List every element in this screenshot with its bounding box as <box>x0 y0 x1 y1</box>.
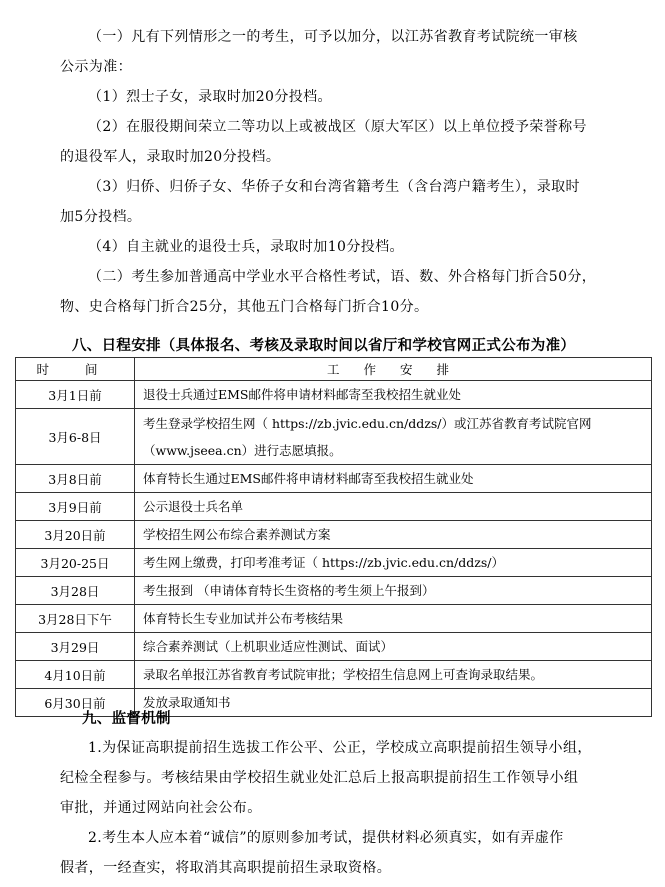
schedule-work-cell <box>135 493 652 521</box>
schedule-table <box>15 357 652 717</box>
schedule-work-text: 录取名单报江苏省教育考试院审批；学校招生信息网上可查询录取结果。 <box>143 667 544 682</box>
schedule-time-cell: 6月30日前 <box>16 689 135 717</box>
paragraph-line: 的退役军人，录取时加20分投档。 <box>60 149 281 165</box>
schedule-work-cell <box>135 521 652 549</box>
paragraph-line: 1.为保证高职提前招生选拔工作公平、公正，学校成立高职提前招生领导小组， <box>88 740 592 756</box>
table-row <box>16 577 652 605</box>
paragraph-line: 公示为准： <box>60 59 132 75</box>
schedule-time-cell: 3月1日前 <box>16 381 135 409</box>
table-row <box>16 465 652 493</box>
schedule-work-text: 公示退役士兵名单 <box>143 499 244 514</box>
schedule-work-cell <box>135 381 652 409</box>
paragraph-line: （二）考生参加普通高中学业水平合格性考试，语、数、外合格每门折合50分， <box>88 269 597 285</box>
table-row <box>16 381 652 409</box>
schedule-heading: 八、日程安排（具体报名、考核及录取时间以省厅和学校官网正式公布为准） <box>72 337 576 354</box>
paragraph-line: （一）凡有下列情形之一的考生，可予以加分，以江苏省教育考试院统一审核 <box>88 29 578 45</box>
table-row <box>16 633 652 661</box>
schedule-work-text: 综合素养测试（上机职业适应性测试、面试） <box>143 639 394 654</box>
paragraph-line: 纪检全程参与。考核结果由学校招生就业处汇总后上报高职提前招生工作领导小组 <box>60 770 579 786</box>
schedule-work-cell <box>135 465 652 493</box>
paragraph-line: （4）自主就业的退役士兵，录取时加10分投档。 <box>88 239 404 255</box>
supervision-heading: 九、监督机制 <box>82 710 171 727</box>
schedule-work-cell <box>135 409 652 465</box>
table-row <box>16 521 652 549</box>
schedule-work-cell <box>135 549 652 577</box>
schedule-work-text: 考生报到 （申请体育特长生资格的考生须上午报到） <box>143 583 435 598</box>
schedule-work-text: （www.jseea.cn）进行志愿填报。 <box>143 442 342 458</box>
schedule-time-cell: 3月28日 <box>16 577 135 605</box>
schedule-work-text: 考生网上缴费，打印考准考证（ https://zb.jvic.edu.cn/ddzs/） <box>143 555 504 570</box>
schedule-work-cell <box>135 605 652 633</box>
paragraph-line: 2.考生本人应本着“诚信”的原则参加考试，提供材料必须真实，如有弄虚作 <box>88 830 564 846</box>
schedule-time-cell: 3月8日前 <box>16 465 135 493</box>
bonus-section <box>60 22 630 322</box>
schedule-work-cell <box>135 577 652 605</box>
schedule-time-cell: 3月9日前 <box>16 493 135 521</box>
schedule-work-text: 退役士兵通过EMS邮件将申请材料邮寄至我校招生就业处 <box>143 387 461 402</box>
schedule-time-cell: 4月10日前 <box>16 661 135 689</box>
schedule-work-cell <box>135 689 652 717</box>
column-header-work: 工 作 安 排 <box>135 358 652 381</box>
paragraph-line: 加5分投档。 <box>60 209 142 225</box>
column-header-time: 时 间 <box>16 358 135 381</box>
schedule-time-cell: 3月28日下午 <box>16 605 135 633</box>
paragraph-line: 物、史合格每门折合25分，其他五门合格每门折合10分。 <box>60 299 429 315</box>
paragraph-line: （3）归侨、归侨子女、华侨子女和台湾省籍考生（含台湾户籍考生），录取时 <box>88 179 580 195</box>
schedule-time-cell: 3月29日 <box>16 633 135 661</box>
schedule-time-cell: 3月20-25日 <box>16 549 135 577</box>
schedule-work-text: 考生登录学校招生网（ https://zb.jvic.edu.cn/ddzs/）或江苏省教育考试院官网 <box>143 415 592 431</box>
paragraph-line: （2）在服役期间荣立二等功以上或被战区（原大军区）以上单位授予荣誉称号 <box>88 119 587 135</box>
supervision-section <box>60 733 630 883</box>
schedule-work-text: 学校招生网公布综合素养测试方案 <box>143 527 331 542</box>
schedule-work-cell <box>135 633 652 661</box>
schedule-work-text: 体育特长生通过EMS邮件将申请材料邮寄至我校招生就业处 <box>143 471 474 486</box>
paragraph-line: 审批，并通过网站向社会公布。 <box>60 800 262 816</box>
table-row <box>16 661 652 689</box>
table-row <box>16 409 652 465</box>
schedule-work-cell <box>135 661 652 689</box>
paragraph-line: 假者，一经查实，将取消其高职提前招生录取资格。 <box>60 860 392 876</box>
paragraph-line: （1）烈士子女，录取时加20分投档。 <box>88 89 332 105</box>
schedule-work-text: 体育特长生专业加试并公布考核结果 <box>143 611 344 626</box>
schedule-time-cell: 3月20日前 <box>16 521 135 549</box>
schedule-work-text: 发放录取通知书 <box>143 695 231 710</box>
table-row <box>16 549 652 577</box>
table-row <box>16 493 652 521</box>
schedule-time-cell: 3月6-8日 <box>16 409 135 465</box>
schedule-header-row <box>16 358 652 381</box>
table-row <box>16 605 652 633</box>
